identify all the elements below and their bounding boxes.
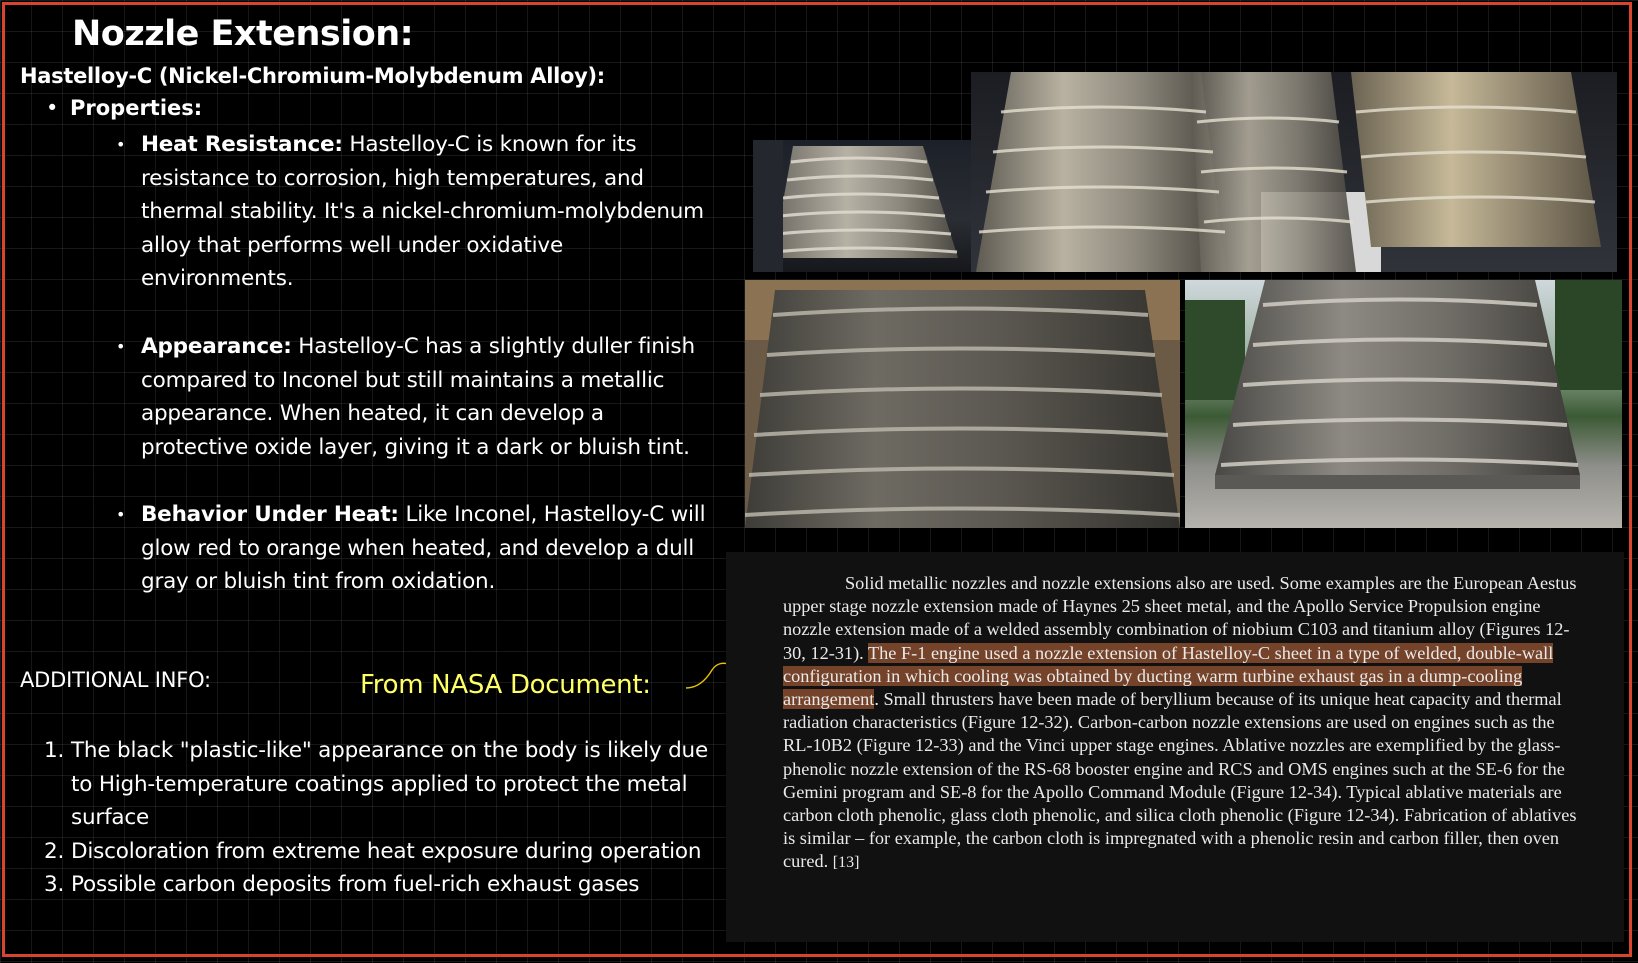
nozzle-photo-closeup [745,280,1180,528]
slide-title: Nozzle Extension: [72,14,414,54]
list-text: Discoloration from extreme heat exposure during operation [71,838,702,864]
document-text-before: Solid metallic nozzles and nozzle extensions also are used. Some examples are the European Aestus upper stage nozzle extension made of Haynes 25 sheet metal, and the Apollo Service Propulsion engine nozzle extension made of a welded assembly combination of niobium C103 and titanium alloy (Figures 12-30, 12-31). [783,573,1577,663]
nozzle-photo-cluster [971,72,1617,272]
property-appearance [116,330,716,464]
property-label: Heat Resistance: [141,132,343,157]
property-text: Hastelloy-C has a slightly duller finish compared to Inconel but still maintains a metallic appearance. When heated, it can develop a protective oxide layer, giving it a dark or bluish tint. [141,334,695,460]
document-reference: [13] [832,854,860,872]
property-label: Behavior Under Heat: [141,502,399,527]
nasa-document-label: From NASA Document: [360,670,651,700]
list-item [38,835,718,869]
list-item [38,734,718,835]
property-label: Appearance: [141,334,292,359]
list-number: 3. [44,872,65,897]
arrow-icon [684,660,730,696]
document-paragraph [783,572,1583,875]
property-behavior-under-heat [116,498,716,599]
list-item [38,868,718,902]
document-text-after: . Small thrusters have been made of beryllium because of its unique heat capacity and thermal radiation characteristics (Figure 12-32). Carbon-carbon nozzle extensions are used on engines such as the RL-10B2 (Figure 12-33) and the Vinci upper stage engines. Ablative nozzles are exemplified by the glass-phenolic nozzle extension of the RS-68 booster engine and RCS and OMS engines such at the SE-6 for the Gemini program and SE-8 for the Apollo Command Module (Figure 12-34). Typical ablative materials are carbon cloth phenolic, glass cloth phenolic, and silica cloth phenolic (Figure 12-34). Fabrication of ablatives is similar – for example, the carbon cloth is impregnated with a phenolic resin and carbon filler, then oven cured. [783,689,1577,872]
list-text: The black "plastic-like" appearance on the body is likely due to High-temperature coatings applied to protect the metal surface [71,738,709,830]
list-item [116,498,716,599]
properties-heading: • Properties: [46,96,202,120]
properties-list [46,96,202,120]
property-text: Like Inconel, Hastelloy-C will glow red to orange when heated, and develop a dull gray or bluish tint from oxidation. [141,502,706,594]
list-number: 2. [44,838,65,864]
list-item [116,128,716,296]
nozzle-photo-small [753,140,971,272]
additional-info-list [38,734,718,902]
property-heat-resistance [116,128,716,296]
nasa-document-excerpt [726,552,1624,942]
list-number: 1. [44,738,65,763]
additional-info-heading: ADDITIONAL INFO: [20,668,211,692]
list-text: Possible carbon deposits from fuel-rich exhaust gases [71,872,640,897]
nozzle-photo-outdoor [1185,280,1622,528]
list-item [116,330,716,464]
document-highlight: The F-1 engine used a nozzle extension of Hastelloy-C sheet in a type of welded, double-wall configuration in which cooling was obtained by ducting warm turbine exhaust gas in a dump-cooling arrangement [783,642,1554,710]
material-subtitle: Hastelloy-C (Nickel-Chromium-Molybdenum Alloy): [20,64,605,88]
property-text: Hastelloy-C is known for its resistance to corrosion, high temperatures, and thermal stability. It's a nickel-chromium-molybdenum alloy that performs well under oxidative environments. [141,132,704,291]
